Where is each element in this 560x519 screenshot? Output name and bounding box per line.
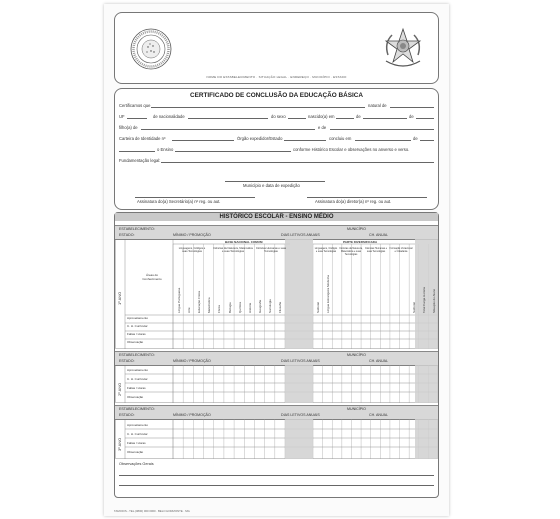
row-aproveitamento-2: Aproveitamento bbox=[127, 368, 149, 372]
label-estado-3: ESTADO: bbox=[119, 413, 135, 417]
coat-of-arms-icon bbox=[380, 25, 426, 71]
label-div-formacao: Formação Vocacional e Cidadania bbox=[389, 247, 413, 253]
label-orgao: Órgão expedidor/Estado bbox=[237, 136, 283, 141]
label-de-2: de bbox=[409, 114, 414, 119]
field-ensino-pre[interactable] bbox=[119, 151, 155, 152]
field-observacoes-2[interactable] bbox=[119, 485, 434, 486]
subject-label: Língua Portuguesa bbox=[176, 287, 181, 313]
republic-seal-icon bbox=[129, 27, 173, 71]
label-nacionalidade: de nacionalidade bbox=[153, 114, 185, 119]
field-nacionalidade[interactable] bbox=[188, 118, 268, 119]
label-1-ano: 1º ANO bbox=[117, 291, 122, 305]
row-ch-curricular-2: C. H. Curricular bbox=[127, 377, 148, 381]
row-faltas-3: Faltas / Horas bbox=[127, 441, 146, 445]
row-faltas-1: Faltas / Horas bbox=[127, 332, 146, 336]
subject-label: Geografia bbox=[258, 299, 263, 313]
field-concluiu-ano[interactable] bbox=[420, 140, 434, 141]
label-grupo-humanas: Ciências Humanas e suas Tecnologias bbox=[255, 247, 287, 253]
subject-label: Arte bbox=[186, 307, 191, 313]
label-parte-diversificada: PARTE DIVERSIFICADA bbox=[343, 240, 378, 244]
field-assinatura-diretor[interactable] bbox=[307, 197, 427, 198]
label-base-comum: BASE NACIONAL COMUM bbox=[225, 240, 263, 244]
band-1-info bbox=[115, 225, 438, 240]
label-estabelecimento-2: ESTABELECIMENTO: bbox=[119, 353, 155, 357]
subject-div-label: Total Carga Horária bbox=[422, 286, 427, 313]
field-sexo[interactable] bbox=[288, 118, 306, 119]
label-conforme: conforme Histórico Escolar e observações no anverso e verso. bbox=[293, 147, 410, 152]
label-de-3: de bbox=[413, 136, 418, 141]
field-dia[interactable] bbox=[336, 118, 354, 119]
row-aproveitamento-1: Aproveitamento bbox=[127, 316, 149, 320]
label-municipio: MUNICÍPIO bbox=[347, 227, 366, 231]
label-minimo-3: MÍNIMO / PROMOÇÃO bbox=[173, 413, 211, 417]
label-minimo-2: MÍNIMO / PROMOÇÃO bbox=[173, 359, 211, 363]
field-municipio-data[interactable] bbox=[225, 181, 325, 182]
field-fundamentacao[interactable] bbox=[161, 162, 434, 163]
row-observacao-2: Observação bbox=[127, 395, 144, 399]
subject-label: Química bbox=[237, 301, 242, 313]
field-concluiu[interactable] bbox=[355, 140, 411, 141]
label-dias-letivos-2: DIAS LETIVOS ANUAIS bbox=[281, 359, 320, 363]
label-dias-letivos: DIAS LETIVOS ANUAIS bbox=[281, 233, 320, 237]
label-assinatura-diretor: Assinatura do(a) diretor(a) nº reg. ou aut. bbox=[315, 199, 392, 204]
label-ensino: o Ensino bbox=[157, 147, 174, 152]
field-mae[interactable] bbox=[330, 129, 434, 130]
label-dias-letivos-3: DIAS LETIVOS ANUAIS bbox=[281, 413, 320, 417]
grid-3-ano bbox=[115, 419, 438, 459]
label-concluiu: concluiu em bbox=[329, 136, 352, 141]
label-certificamos: Certificamos que bbox=[119, 103, 151, 108]
certificate-box bbox=[114, 88, 439, 210]
label-grupo-natureza: Ciências da Natureza, Matemática e suas Tecnologias bbox=[213, 247, 253, 253]
certificate-sheet bbox=[104, 4, 449, 516]
label-div-linguagens: Linguagens, Códigos e suas Tecnologias bbox=[314, 247, 338, 253]
row-ch-curricular-3: C. H. Curricular bbox=[127, 432, 148, 436]
label-municipio-3: MUNICÍPIO bbox=[347, 407, 366, 411]
field-nome[interactable] bbox=[151, 107, 365, 108]
label-div-natureza: Ciências da Natureza, Matemática e suas Tecnologias bbox=[339, 247, 363, 256]
subject-label: Filosofia bbox=[278, 301, 283, 313]
subject-label: Educação Física bbox=[196, 290, 201, 313]
label-sexo: do sexo bbox=[271, 114, 286, 119]
field-uf[interactable] bbox=[127, 118, 147, 119]
label-estabelecimento-3: ESTABELECIMENTO: bbox=[119, 407, 155, 411]
label-filho: filho(a) de bbox=[119, 125, 138, 130]
grid-2-ano bbox=[115, 365, 438, 403]
field-pai[interactable] bbox=[141, 129, 315, 130]
subject-label: Biologia bbox=[227, 302, 232, 313]
band-3-info bbox=[115, 405, 438, 420]
field-orgao[interactable] bbox=[284, 140, 326, 141]
label-assinatura-secretario: Assinatura do(a) Secretário(a) nº reg. ou aut. bbox=[137, 199, 221, 204]
subject-div-label: Subtotal bbox=[316, 301, 321, 313]
field-ano[interactable] bbox=[416, 118, 434, 119]
label-natural-de: natural de bbox=[368, 103, 387, 108]
label-ch-anual: CH. ANUAL bbox=[369, 233, 388, 237]
row-observacao-3: Observação bbox=[127, 450, 144, 454]
label-municipio-2: MUNICÍPIO bbox=[347, 353, 366, 357]
history-title: HISTÓRICO ESCOLAR - ENSINO MÉDIO bbox=[115, 213, 438, 221]
label-identidade: Carteira de Identidade nº bbox=[119, 136, 166, 141]
label-3-ano: 3º ANO bbox=[117, 437, 122, 451]
subject-label: Sociologia bbox=[268, 299, 273, 313]
header-info-line: NOME DO ESTABELECIMENTO · SITUAÇÃO LEGAL · ENDEREÇO · MUNICÍPIO · ESTADO bbox=[206, 75, 347, 79]
label-de-1: de bbox=[356, 114, 361, 119]
subject-label: História bbox=[247, 302, 252, 313]
label-div-humanas: Ciências Humanas e suas Tecnologias bbox=[364, 247, 388, 253]
label-minimo: MÍNIMO / PROMOÇÃO bbox=[173, 233, 211, 237]
label-observacoes-gerais: Observações Gerais bbox=[119, 462, 154, 466]
label-uf: UF bbox=[119, 114, 125, 119]
label-2-ano: 2º ANO bbox=[117, 382, 122, 396]
label-grupo-linguagens: Linguagens, Códigos e suas Tecnologias bbox=[178, 247, 206, 253]
field-natural-de[interactable] bbox=[390, 107, 434, 108]
subject-label: Física bbox=[217, 304, 222, 313]
field-identidade[interactable] bbox=[172, 140, 234, 141]
label-ch-anual-3: CH. ANUAL bbox=[369, 413, 388, 417]
row-ch-curricular-1: C. H. Curricular bbox=[127, 324, 148, 328]
field-assinatura-secretario[interactable] bbox=[135, 197, 255, 198]
label-estado-2: ESTADO: bbox=[119, 359, 135, 363]
subject-label: Matemática bbox=[207, 297, 212, 313]
row-observacao-1: Observação bbox=[127, 340, 144, 344]
field-mes[interactable] bbox=[363, 118, 407, 119]
certificate-title: CERTIFICADO DE CONCLUSÃO DA EDUCAÇÃO BÁSICA bbox=[189, 92, 364, 99]
field-ensino[interactable] bbox=[175, 151, 291, 152]
label-fundamentacao: Fundamentação legal: bbox=[119, 158, 161, 163]
label-nascido: nascido(a) em bbox=[308, 114, 335, 119]
grid-1-ano bbox=[115, 239, 438, 349]
header-box bbox=[114, 12, 439, 84]
row-aproveitamento-3: Aproveitamento bbox=[127, 423, 149, 427]
row-faltas-2: Faltas / Horas bbox=[127, 386, 146, 390]
history-box bbox=[114, 212, 439, 498]
field-observacoes-1[interactable] bbox=[119, 475, 434, 476]
subject-div-label: Situação do Aluno bbox=[431, 288, 436, 313]
label-ch-anual-2: CH. ANUAL bbox=[369, 359, 388, 363]
band-2-info bbox=[115, 351, 438, 366]
label-estabelecimento: ESTABELECIMENTO: bbox=[119, 227, 155, 231]
label-estado: ESTADO: bbox=[119, 233, 135, 237]
subject-div-label: Língua Estrangeira Moderna bbox=[325, 274, 330, 313]
label-e-de: e de bbox=[318, 125, 327, 130]
label-areas-conhecimento: Áreas do Conhecimento bbox=[142, 273, 162, 281]
subject-div-label: Subtotal bbox=[412, 301, 417, 313]
printer-footer: TAMOIOS - TEL.(0800) 000 0000 · BELO HORIZONTE · MG bbox=[114, 509, 190, 513]
label-municipio-data: Município e data de expedição bbox=[243, 183, 300, 188]
